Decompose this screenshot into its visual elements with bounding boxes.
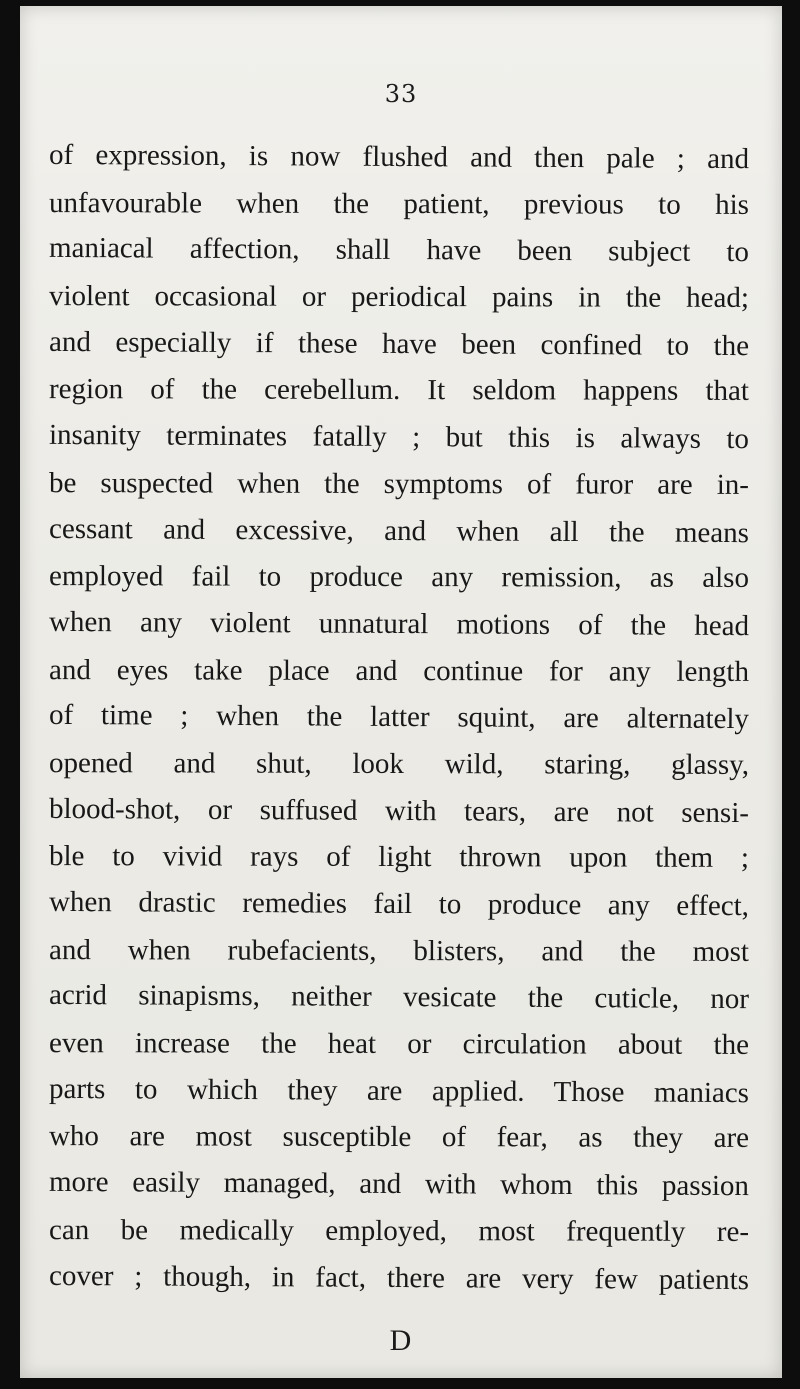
text-line: acrid sinapisms, neither vesicate the cuticle, nor [48,979,750,1016]
book-page [20,6,782,1378]
text-line: and when rubefacients, blisters, and the most [48,933,750,968]
text-line: ble to vivid rays of light thrown upon them ; [48,840,750,875]
body-text [49,134,749,1301]
text-line: unfavourable when the patient, previous to his [48,186,750,221]
text-line: even increase the heat or circulation about the [48,1027,750,1061]
text-line: violent occasional or periodical pains in the head; [48,280,750,314]
text-line: be suspected when the symptoms of furor are in- [48,466,750,501]
text-line: when any violent unnatural motions of the head [48,605,750,643]
text-line: and especially if these have been confined to the [48,325,750,362]
page-number: 33 [384,80,418,108]
text-line: of time ; when the latter squint, are alternately [48,699,750,736]
text-line: blood-shot, or suffused with tears, are not sensi- [48,792,750,829]
text-line: employed fail to produce any remission, as also [48,560,750,595]
text-line: who are most susceptible of fear, as they are [48,1120,750,1155]
text-line: cover ; though, in fact, there are very few patients [48,1259,750,1296]
text-line: can be medically employed, most frequently re- [48,1213,750,1248]
text-line: more easily managed, and with whom this passion [48,1165,750,1203]
text-line: opened and shut, look wild, staring, glassy, [48,747,750,781]
text-line: cessant and excessive, and when all the means [48,512,750,549]
text-line: parts to which they are applied. Those maniacs [48,1072,750,1109]
text-line: and eyes take place and continue for any length [48,653,750,688]
text-line: when drastic remedies fail to produce any effect, [48,885,750,923]
text-line: maniacal affection, shall have been subject to [48,232,750,269]
text-line: of expression, is now flushed and then pale ; and [48,138,750,176]
signature-mark: D [389,1324,413,1357]
text-line: region of the cerebellum. It seldom happens that [48,373,750,408]
text-line: insanity terminates fatally ; but this is always to [48,418,750,456]
